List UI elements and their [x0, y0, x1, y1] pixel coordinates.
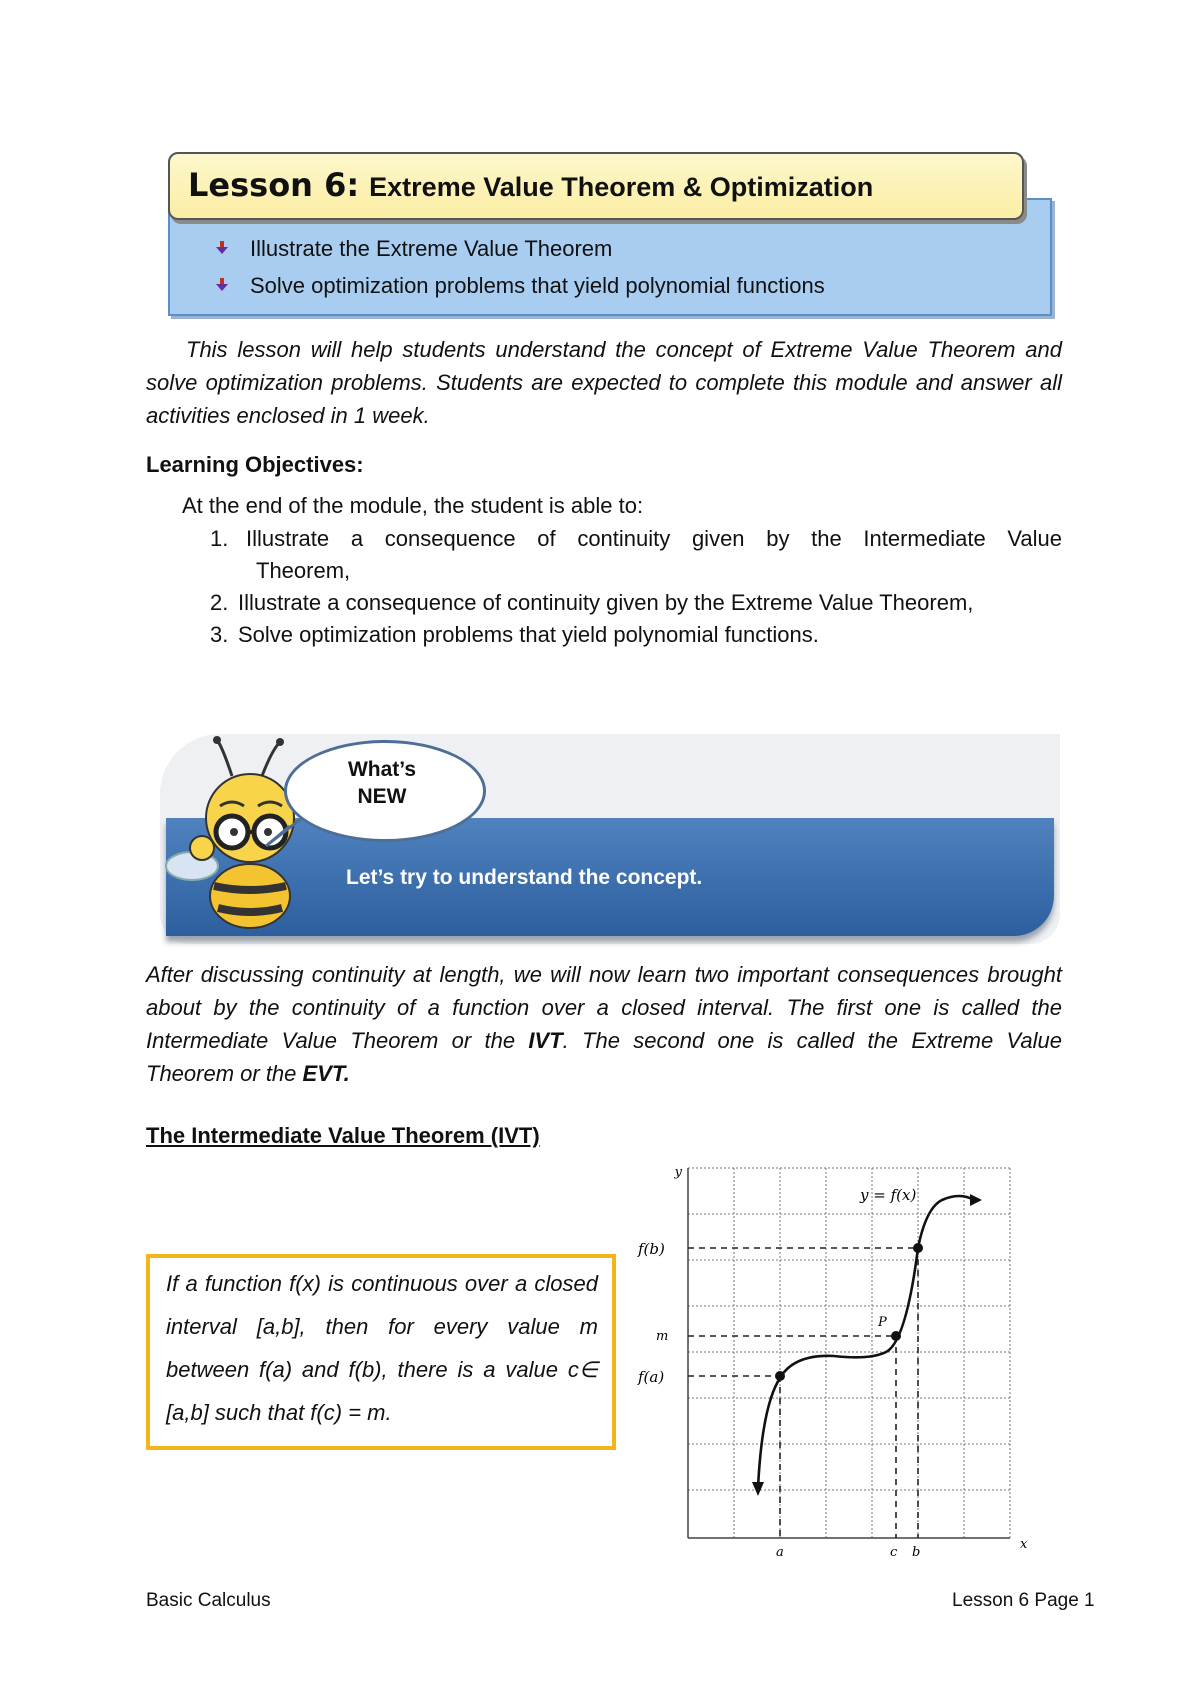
- fa-label: f(a): [638, 1368, 665, 1386]
- m-label: m: [656, 1329, 669, 1344]
- objective-bullet-1: Illustrate the Extreme Value Theorem: [250, 236, 613, 261]
- curve-arrow-down: [752, 1482, 764, 1496]
- lesson-number: Lesson 6:: [188, 166, 360, 204]
- objective-number: 1.: [210, 526, 229, 551]
- footer-right: Lesson 6 Page 1: [952, 1590, 1095, 1611]
- lesson-title: [188, 166, 873, 204]
- ivt-heading: The Intermediate Value Theorem (IVT): [146, 1123, 540, 1148]
- whats-new-line2: NEW: [357, 785, 407, 808]
- whats-new-banner-text: Let’s try to understand the concept.: [346, 866, 703, 889]
- evt-abbrev: EVT.: [302, 1061, 350, 1086]
- point-a: [775, 1371, 785, 1381]
- fb-label: f(b): [638, 1240, 665, 1258]
- x-axis-label: x: [1020, 1537, 1028, 1552]
- intro-paragraph: This lesson will help students understand the concept of Extreme Value Theorem and solve optimization problems. Students are expected to complete this module and answer all activities enclosed in 1 week.: [146, 337, 1062, 428]
- ivt-graph: [634, 1156, 1034, 1566]
- a-label: a: [776, 1545, 784, 1560]
- learning-objectives-heading: Learning Objectives:: [146, 452, 364, 477]
- footer-left: Basic Calculus: [146, 1590, 271, 1611]
- objective-item-1: Illustrate a consequence of continuity given by the Intermediate Value: [246, 526, 1062, 551]
- y-axis-label: y: [674, 1165, 682, 1180]
- objective-number: 3.: [210, 622, 229, 647]
- curve-arrow-right: [970, 1194, 982, 1206]
- ivt-statement: If a function f(x) is continuous over a closed interval [a,b], then for every value m between f(a) and f(b), there is a value c∈ [a,b] such that f(c) = m.: [166, 1271, 598, 1425]
- objective-bullet-2: Solve optimization problems that yield polynomial functions: [250, 273, 825, 298]
- objective-item-3: Solve optimization problems that yield polynomial functions.: [238, 622, 819, 647]
- c-label: c: [890, 1545, 898, 1560]
- curve-label: y = f(x): [860, 1186, 917, 1204]
- discussion-text-2: . The second one is called the Extreme Value Theorem or the: [146, 1028, 1062, 1086]
- whats-new-label: [284, 756, 480, 810]
- b-label: b: [912, 1545, 921, 1560]
- whats-new-line1: What’s: [347, 758, 417, 781]
- arrow-down-icon: [216, 278, 228, 292]
- point-p: [891, 1331, 901, 1341]
- objective-item-2: Illustrate a consequence of continuity given by the Extreme Value Theorem,: [238, 590, 974, 615]
- objective-item-1-cont: Theorem,: [256, 558, 351, 583]
- lesson-title-text: Extreme Value Theorem & Optimization: [369, 172, 874, 202]
- point-b: [913, 1243, 923, 1253]
- p-label: P: [878, 1315, 887, 1330]
- objective-number: 2.: [210, 590, 229, 615]
- ivt-abbrev: IVT: [528, 1028, 563, 1053]
- speech-bubble-tail: [262, 812, 312, 852]
- discussion-text-1: After discussing continuity at length, we will now learn two important consequences brought about by the continuity of a function over a closed interval. The first one is called the Intermediate Value Theorem or the: [146, 962, 1062, 1053]
- discussion-paragraph: [146, 958, 1062, 1090]
- learning-objectives-lead: At the end of the module, the student is able to:: [182, 493, 644, 518]
- arrow-down-icon: [216, 241, 228, 255]
